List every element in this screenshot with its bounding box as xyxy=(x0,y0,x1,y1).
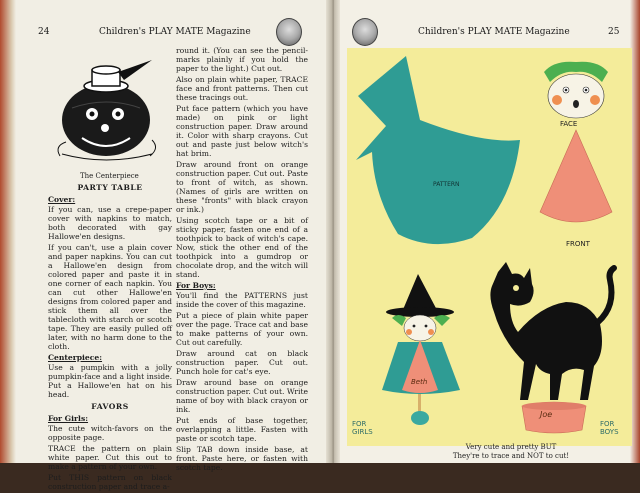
instructions-paragraph-2: Also on plain white paper, TRACE face and front patterns. Then cut these tracings out. xyxy=(176,75,308,102)
book-gutter xyxy=(326,0,340,463)
for-boys-label: FOR BOYS xyxy=(600,420,619,436)
joe-name-label: Joe xyxy=(540,410,553,419)
witch-favor-illustration xyxy=(378,272,470,428)
front-label: FRONT xyxy=(566,240,590,248)
pattern-label: PATTERN xyxy=(433,181,460,188)
instructions-paragraph-10: Put ends of base together, overlapping a little. Fasten with paste or scotch tape. xyxy=(176,416,308,443)
centerpiece-paragraph: Use a pumpkin with a jolly pumpkin-face and a light inside. Put a Hallowe'en hat on his head. xyxy=(48,363,172,399)
for-girls-label: FOR GIRLS xyxy=(352,420,373,436)
witch-face-pattern xyxy=(540,60,612,122)
for-boys-heading: For Boys: xyxy=(176,281,216,290)
left-page-number: 24 xyxy=(38,27,50,37)
beth-name-label: Beth xyxy=(411,378,428,386)
trace-note-line-2: They're to trace and NOT to cut! xyxy=(452,452,570,460)
party-table-heading: PARTY TABLE xyxy=(77,183,143,192)
cover-paragraph-2: If you can't, use a plain cover and paper napkins. You can cut a Hallowe'en design from colored paper and paste it in one corner of each napkin. You can cut other Hallowe'en designs from colored paper and stick them all over the tablecloth with starch or scotch tape. They are easily pulled off later, with no harm done to the cloth. xyxy=(48,243,172,351)
black-cat-illustration xyxy=(480,262,620,408)
middle-column-text xyxy=(176,46,308,474)
cat-base-illustration xyxy=(518,400,590,434)
witch-cape-pattern-shape xyxy=(352,56,532,248)
instructions-paragraph-1: round it. (You can see the pencil-marks plainly if you hold the paper to the light.) Cut out. xyxy=(176,46,308,73)
girls-paragraph-3: Put THIS pattern on black construction paper and trace a- xyxy=(48,473,172,491)
left-column-text xyxy=(48,180,172,493)
instructions-paragraph-9: Draw around base on orange construction paper. Cut out. Write name of boy with black crayon or ink. xyxy=(176,378,308,414)
centerpiece-caption: The Centerpiece xyxy=(80,172,139,180)
girls-paragraph-1: The cute witch-favors on the opposite page. xyxy=(48,424,172,442)
instructions-paragraph-11: Slip TAB down inside base, at front. Paste here, or fasten with scotch tape. xyxy=(176,445,308,472)
instructions-paragraph-6: You'll find the PATTERNS just inside the cover of this magazine. xyxy=(176,291,308,309)
pumpkin-centerpiece-illustration xyxy=(52,58,164,168)
girls-paragraph-2: TRACE the pattern on plain white paper. Cut this out to make a pattern of your own. xyxy=(48,444,172,471)
centerpiece-heading: Centerpiece: xyxy=(48,353,103,362)
child-photo-left xyxy=(276,18,302,46)
instructions-paragraph-4: Draw around front on orange construction paper. Cut out. Paste to front of witch, as shown. (Names of girls are written on these "fronts" with black crayon or ink.) xyxy=(176,160,308,214)
trace-note-line-1: Very cute and pretty BUT xyxy=(465,443,557,451)
cover-heading: Cover: xyxy=(48,195,76,204)
left-running-title: Children's PLAY MATE Magazine xyxy=(99,27,251,37)
face-label: FACE xyxy=(560,120,578,128)
instructions-paragraph-5: Using scotch tape or a bit of sticky paper, fasten one end of a toothpick to back of witch's cape. Now, stick the other end of the toothpick into a gumdrop or chocolate drop, and the witch will stand. xyxy=(176,216,308,279)
child-photo-right xyxy=(352,18,378,46)
instructions-paragraph-7: Put a piece of plain white paper over the page. Trace cat and base to make patterns of your own. Cut out carefully. xyxy=(176,311,308,347)
witch-front-pattern xyxy=(538,128,614,234)
for-girls-heading: For Girls: xyxy=(48,414,89,423)
instructions-paragraph-8: Draw around cat on black construction paper. Cut out. Punch hole for cat's eye. xyxy=(176,349,308,376)
cover-paragraph-1: If you can, use a crepe-paper cover with napkins to match, both decorated with gay Hallowe'en designs. xyxy=(48,205,172,241)
instructions-paragraph-3: Put face pattern (which you have made) on pink or light construction paper. Draw around it. Color with sharp crayons. Cut out and paste just below witch's hat brim. xyxy=(176,104,308,158)
left-page-edge xyxy=(0,0,16,463)
favors-heading: FAVORS xyxy=(91,402,129,411)
right-running-title: Children's PLAY MATE Magazine xyxy=(418,27,570,37)
right-page-number: 25 xyxy=(608,27,620,37)
